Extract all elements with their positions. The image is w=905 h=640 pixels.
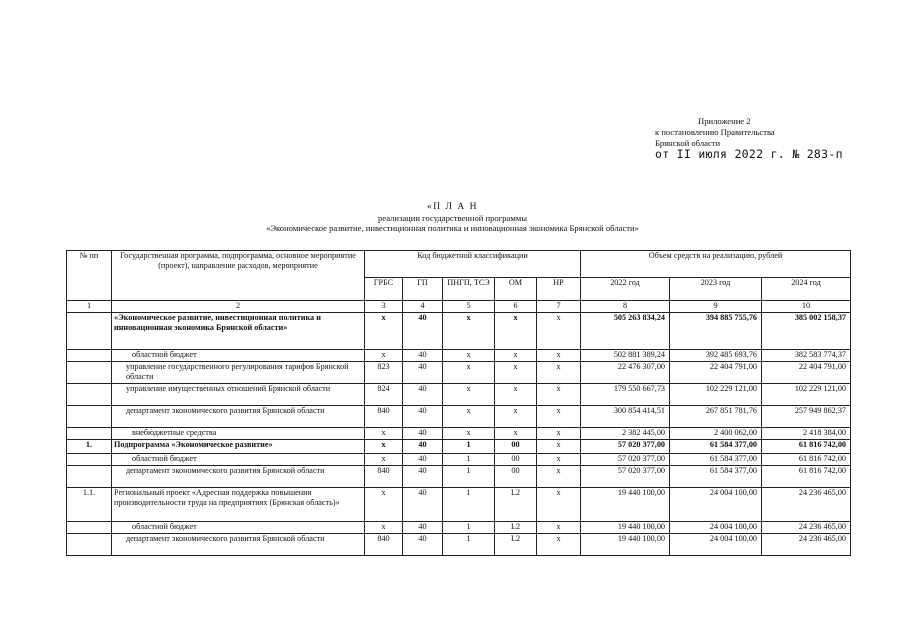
cell-gp: 40 [403, 428, 443, 440]
cell-2024: 61 816 742,00 [762, 454, 851, 466]
row-number [67, 362, 112, 384]
cell-2023: 102 229 121,00 [670, 384, 762, 406]
cell-ppgp: х [443, 406, 495, 428]
appendix-line: Брянской области [655, 138, 721, 148]
header-nr: НР [537, 278, 581, 301]
cell-2023: 267 851 781,76 [670, 406, 762, 428]
row-number [67, 313, 112, 350]
cell-om: х [495, 350, 537, 362]
cell-om: 00 [495, 454, 537, 466]
cell-2022: 502 881 389,24 [581, 350, 670, 362]
document-title [0, 202, 905, 234]
cell-om: х [495, 362, 537, 384]
cell-om: х [495, 406, 537, 428]
cell-nr: х [537, 362, 581, 384]
cell-nr: х [537, 466, 581, 488]
cell-2022: 2 382 445,00 [581, 428, 670, 440]
cell-2024: 61 816 742,00 [762, 466, 851, 488]
cell-2024: 22 404 791,00 [762, 362, 851, 384]
cell-2024: 385 002 158,37 [762, 313, 851, 350]
cell-nr: х [537, 440, 581, 454]
header-grbs: ГРБС [365, 278, 403, 301]
table-row [67, 440, 851, 454]
cell-gp: 40 [403, 384, 443, 406]
cell-grbs: 824 [365, 384, 403, 406]
title-program: «Экономическое развитие, инвестиционная политика и инновационная экономика Брянской области» [266, 223, 639, 233]
header-2024: 2024 год [762, 278, 851, 301]
cell-2023: 24 004 100,00 [670, 522, 762, 534]
cell-nr: х [537, 428, 581, 440]
cell-grbs: 840 [365, 466, 403, 488]
row-name: департамент экономического развития Брянской области [112, 466, 365, 488]
cell-2024: 24 236 465,00 [762, 522, 851, 534]
cell-gp: 40 [403, 313, 443, 350]
cell-grbs: х [365, 428, 403, 440]
header-volume: Объем средств на реализацию, рублей [581, 251, 851, 278]
table-row [67, 384, 851, 406]
table-row [67, 522, 851, 534]
column-number: 5 [443, 301, 495, 313]
cell-ppgp: 1 [443, 522, 495, 534]
column-number: 6 [495, 301, 537, 313]
row-number [67, 406, 112, 428]
column-number: 10 [762, 301, 851, 313]
cell-2022: 57 020 377,00 [581, 440, 670, 454]
cell-nr: х [537, 406, 581, 428]
cell-2024: 24 236 465,00 [762, 534, 851, 556]
table-row [67, 454, 851, 466]
cell-2023: 2 400 062,00 [670, 428, 762, 440]
cell-2023: 394 885 755,76 [670, 313, 762, 350]
row-name: департамент экономического развития Брянской области [112, 406, 365, 428]
cell-2023: 392 485 693,76 [670, 350, 762, 362]
cell-ppgp: х [443, 350, 495, 362]
header-budget-code: Код бюджетной классификации [365, 251, 581, 278]
cell-ppgp: 1 [443, 454, 495, 466]
cell-grbs: 823 [365, 362, 403, 384]
cell-gp: 40 [403, 454, 443, 466]
cell-2023: 22 404 791,00 [670, 362, 762, 384]
row-number [67, 534, 112, 556]
cell-2024: 24 236 465,00 [762, 488, 851, 522]
header-ppgp: ПНГП, ТСЭ [443, 278, 495, 301]
row-number [67, 384, 112, 406]
cell-nr: х [537, 454, 581, 466]
cell-nr: х [537, 522, 581, 534]
column-number: 9 [670, 301, 762, 313]
cell-nr: х [537, 534, 581, 556]
title-subtitle: реализации государственной программы [377, 212, 528, 223]
cell-2022: 300 854 414,51 [581, 406, 670, 428]
cell-gp: 40 [403, 466, 443, 488]
cell-2023: 24 004 100,00 [670, 488, 762, 522]
cell-grbs: х [365, 313, 403, 350]
cell-2023: 61 584 377,00 [670, 466, 762, 488]
cell-gp: 40 [403, 406, 443, 428]
appendix-block [655, 116, 843, 160]
column-number-row [67, 301, 851, 313]
table-row [67, 350, 851, 362]
cell-2023: 61 584 377,00 [670, 440, 762, 454]
cell-gp: 40 [403, 488, 443, 522]
row-name: департамент экономического развития Брянской области [112, 534, 365, 556]
cell-gp: 40 [403, 440, 443, 454]
cell-2022: 57 020 377,00 [581, 454, 670, 466]
cell-grbs: х [365, 522, 403, 534]
cell-2024: 257 949 862,37 [762, 406, 851, 428]
cell-om: х [495, 428, 537, 440]
row-number [67, 454, 112, 466]
cell-2024: 382 583 774,37 [762, 350, 851, 362]
cell-2022: 19 440 100,00 [581, 522, 670, 534]
table-row [67, 428, 851, 440]
cell-2024: 102 229 121,00 [762, 384, 851, 406]
column-number: 7 [537, 301, 581, 313]
row-name: внебюджетные средства [112, 428, 365, 440]
column-number: 8 [581, 301, 670, 313]
row-name: «Экономическое развитие, инвестиционная политика и инновационная экономика Брянской области» [112, 313, 365, 350]
appendix-title: Приложение 2 [698, 116, 751, 126]
cell-om: 00 [495, 440, 537, 454]
cell-gp: 40 [403, 522, 443, 534]
table-row [67, 488, 851, 522]
cell-gp: 40 [403, 362, 443, 384]
table-row [67, 534, 851, 556]
cell-gp: 40 [403, 350, 443, 362]
column-number: 1 [67, 301, 112, 313]
header-2023: 2023 год [670, 278, 762, 301]
row-name: областной бюджет [112, 454, 365, 466]
cell-om: х [495, 313, 537, 350]
row-name: областной бюджет [112, 522, 365, 534]
cell-nr: х [537, 350, 581, 362]
column-number: 4 [403, 301, 443, 313]
table-row [67, 313, 851, 350]
cell-2023: 24 004 100,00 [670, 534, 762, 556]
row-number [67, 522, 112, 534]
table-row [67, 466, 851, 488]
cell-2022: 19 440 100,00 [581, 534, 670, 556]
cell-om: 00 [495, 466, 537, 488]
appendix-line: к постановлению Правительства [655, 127, 775, 137]
cell-2024: 2 418 384,00 [762, 428, 851, 440]
cell-2022: 505 263 834,24 [581, 313, 670, 350]
cell-grbs: 840 [365, 406, 403, 428]
cell-nr: х [537, 384, 581, 406]
table-row [67, 362, 851, 384]
cell-ppgp: х [443, 384, 495, 406]
row-number: 1. [67, 440, 112, 454]
header-gp: ГП [403, 278, 443, 301]
cell-ppgp: 1 [443, 534, 495, 556]
cell-nr: х [537, 313, 581, 350]
cell-2023: 61 584 377,00 [670, 454, 762, 466]
column-number: 3 [365, 301, 403, 313]
row-number [67, 428, 112, 440]
cell-om: L2 [495, 534, 537, 556]
cell-2022: 22 476 307,00 [581, 362, 670, 384]
cell-grbs: х [365, 350, 403, 362]
title-plan: «П Л А Н [427, 202, 478, 212]
row-name: Подпрограмма «Экономическое развитие» [112, 440, 365, 454]
plan-table [66, 250, 851, 556]
cell-grbs: х [365, 440, 403, 454]
cell-om: х [495, 384, 537, 406]
row-number: 1.1. [67, 488, 112, 522]
cell-ppgp: 1 [443, 466, 495, 488]
cell-nr: х [537, 488, 581, 522]
cell-grbs: 840 [365, 534, 403, 556]
appendix-date-stamp: от II июля 2022 г. № 283-п [655, 147, 843, 161]
row-number [67, 466, 112, 488]
cell-grbs: х [365, 454, 403, 466]
cell-ppgp: х [443, 362, 495, 384]
cell-om: L2 [495, 522, 537, 534]
header-name: Государственная программа, подпрограмма, основное мероприятие (проект), направление расходов, мероприятие [112, 251, 365, 301]
cell-om: L2 [495, 488, 537, 522]
header-num: № пп [67, 251, 112, 301]
row-number [67, 350, 112, 362]
cell-grbs: х [365, 488, 403, 522]
column-number: 2 [112, 301, 365, 313]
row-name: управление государственного регулирования тарифов Брянской области [112, 362, 365, 384]
cell-ppgp: х [443, 428, 495, 440]
cell-ppgp: 1 [443, 440, 495, 454]
cell-gp: 40 [403, 534, 443, 556]
cell-ppgp: 1 [443, 488, 495, 522]
row-name: областной бюджет [112, 350, 365, 362]
table-row [67, 406, 851, 428]
header-2022: 2022 год [581, 278, 670, 301]
cell-2022: 57 020 377,00 [581, 466, 670, 488]
cell-2024: 61 816 742,00 [762, 440, 851, 454]
header-om: ОМ [495, 278, 537, 301]
row-name: управление имущественных отношений Брянской области [112, 384, 365, 406]
cell-ppgp: х [443, 313, 495, 350]
cell-2022: 19 440 100,00 [581, 488, 670, 522]
row-name: Региональный проект «Адресная поддержка повышения производительности труда на предприятиях (Брянская область)» [112, 488, 365, 522]
cell-2022: 179 550 667,73 [581, 384, 670, 406]
